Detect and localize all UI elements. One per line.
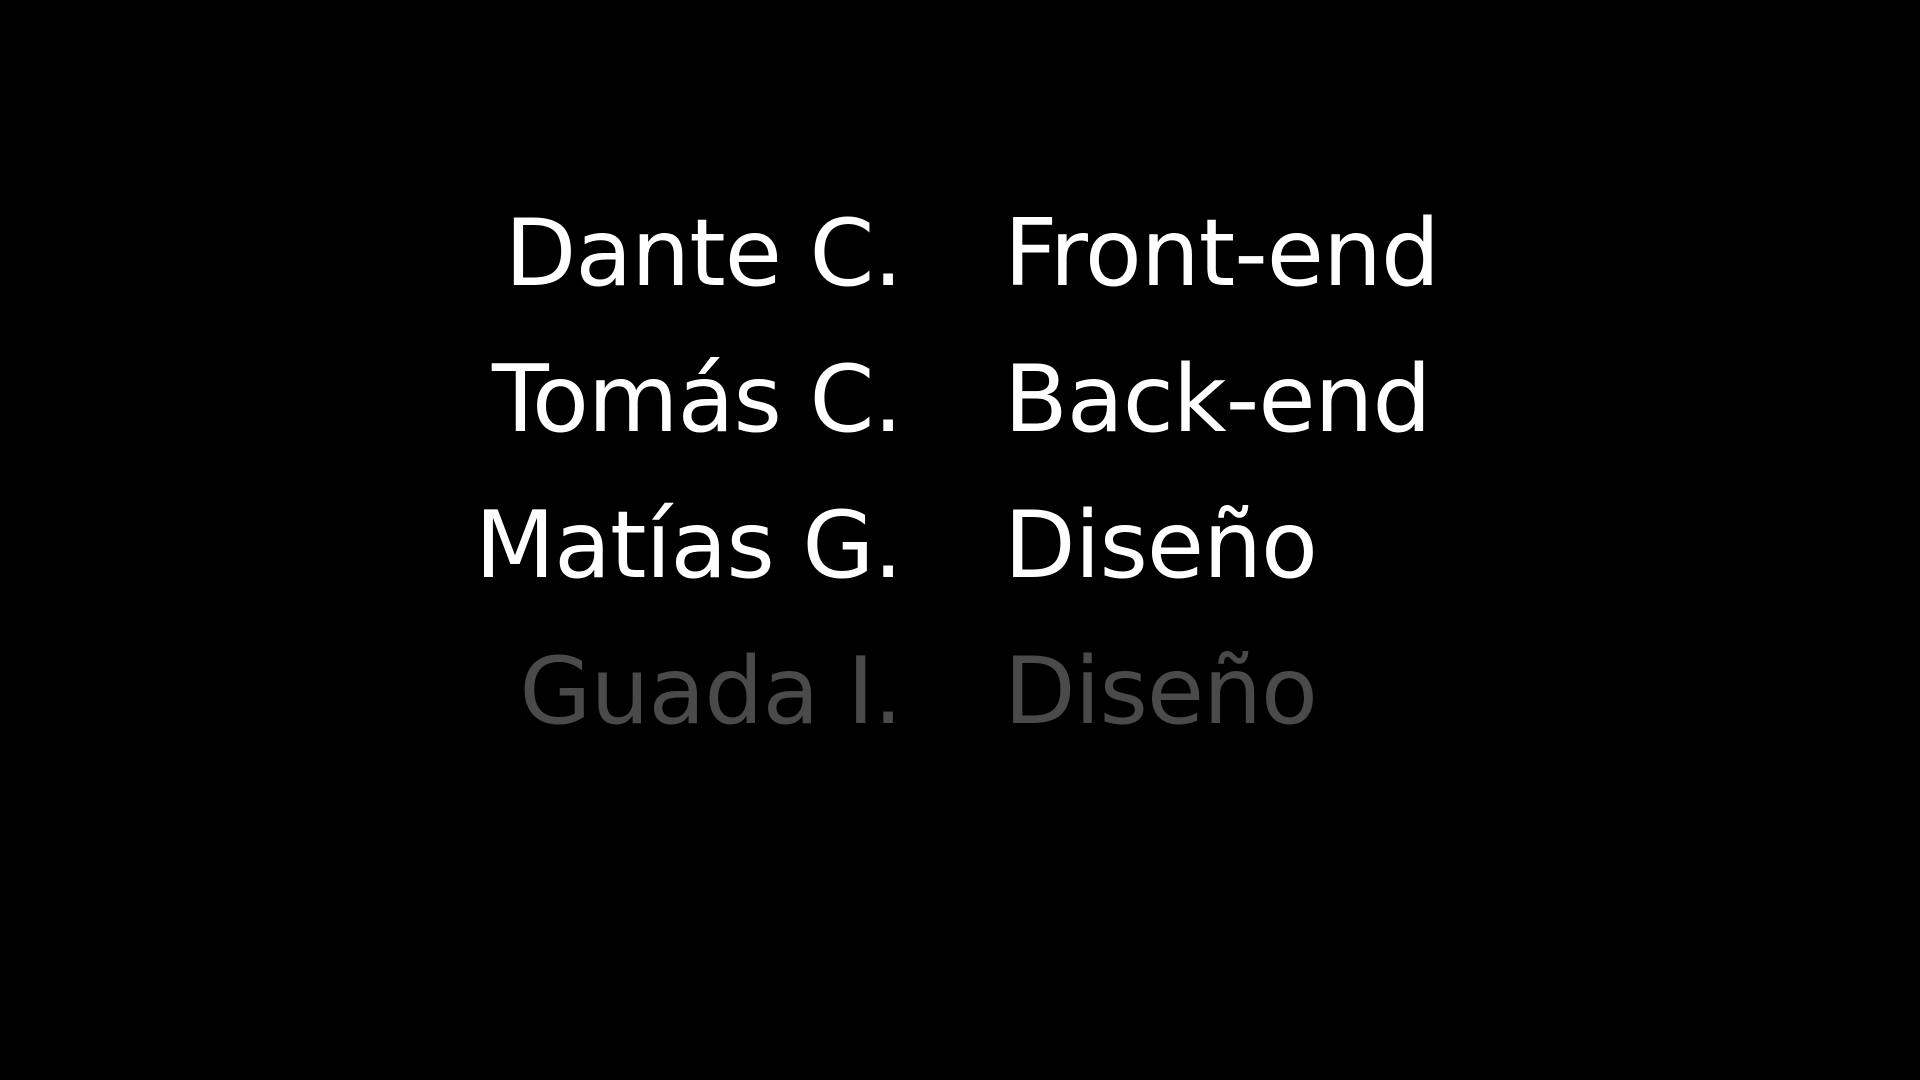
credit-row-guada-faded bbox=[0, 618, 1920, 764]
credit-role: Front-end bbox=[1004, 199, 1439, 307]
credit-row-dante bbox=[0, 180, 1920, 326]
credit-row-matias bbox=[0, 472, 1920, 618]
credit-role: Diseño bbox=[1004, 637, 1317, 745]
credit-name: Dante C. bbox=[504, 199, 902, 307]
credit-name: Tomás C. bbox=[491, 345, 902, 453]
credit-role: Back-end bbox=[1004, 345, 1431, 453]
credit-name: Matías G. bbox=[474, 491, 902, 599]
credit-name: Guada I. bbox=[519, 637, 902, 745]
credit-role: Diseño bbox=[1004, 491, 1317, 599]
credit-row-tomas bbox=[0, 326, 1920, 472]
